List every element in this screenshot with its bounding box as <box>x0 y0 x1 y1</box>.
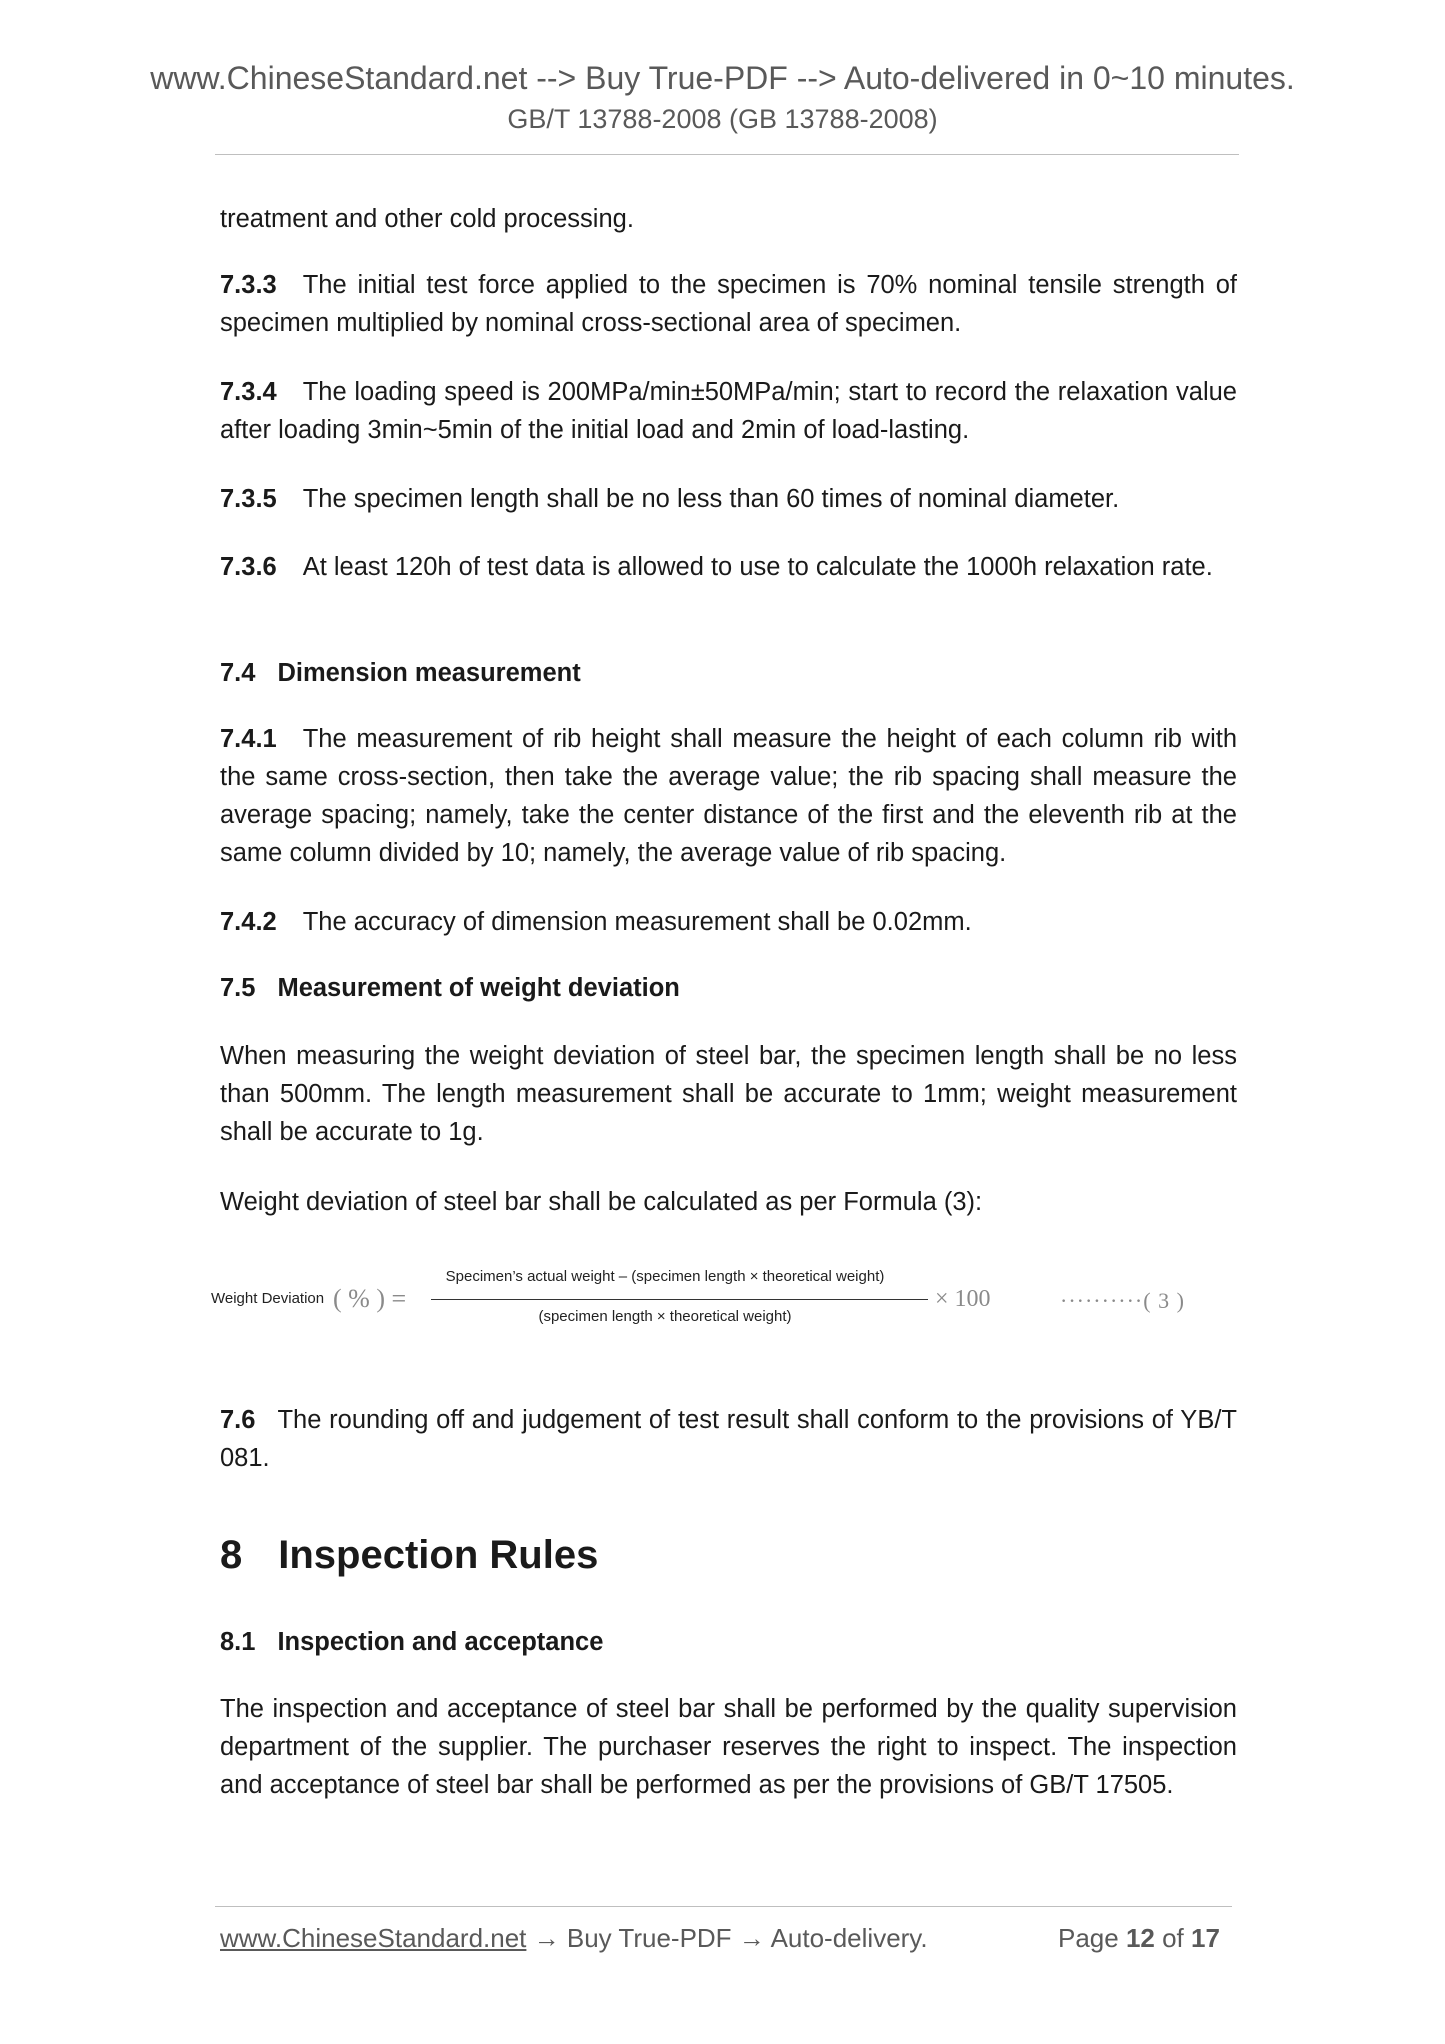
clause-text: The specimen length shall be no less than 60 times of nominal diameter. <box>302 485 1120 513</box>
clause-7-3-4 <box>220 373 1237 449</box>
clause-7-4-2 <box>220 903 1237 941</box>
footer-divider <box>215 1906 1232 1907</box>
chapter-title: Inspection Rules <box>278 1533 599 1577</box>
clause-7-3-3 <box>220 266 1237 342</box>
section-heading-7-5 <box>220 969 680 1007</box>
of-label: of <box>1154 1923 1192 1953</box>
page-total: 17 <box>1191 1923 1220 1953</box>
section-heading-7-4 <box>220 654 581 692</box>
clause-number: 7.3.3 <box>220 271 277 299</box>
page-label: Page <box>1058 1923 1126 1953</box>
formula-fraction-bar <box>431 1299 928 1300</box>
chapter-heading-8 <box>220 1527 598 1583</box>
clause-number: 7.4.1 <box>220 725 277 753</box>
section-title: Inspection and acceptance <box>277 1628 604 1656</box>
footer-site-link[interactable]: www.ChineseStandard.net <box>220 1923 527 1953</box>
formula-lhs: Weight Deviation <box>211 1290 325 1307</box>
clause-7-6 <box>220 1401 1237 1477</box>
section-title: Measurement of weight deviation <box>277 974 680 1002</box>
footer-promo <box>220 1923 928 1954</box>
clause-7-3-5 <box>220 480 1237 518</box>
clause-number: 7.4.2 <box>220 908 277 936</box>
formula-label: ··········( 3 ) <box>1060 1288 1185 1313</box>
section-title: Dimension measurement <box>277 659 581 687</box>
formula-3 <box>205 1262 1245 1342</box>
clause-7-3-6 <box>220 548 1237 586</box>
header-divider <box>215 154 1239 155</box>
clause-number: 7.6 <box>220 1406 256 1434</box>
formula-denominator: (specimen length × theoretical weight) <box>538 1308 792 1325</box>
section-number: 7.5 <box>220 974 256 1002</box>
page-number: 12 <box>1125 1923 1155 1953</box>
clause-text: The loading speed is 200MPa/min±50MPa/min; start to record the relaxation value after loading 3min~5min of the initial load and 2min of load-lasting. <box>220 378 1237 444</box>
paragraph-inspection-acceptance: The inspection and acceptance of steel bar shall be performed by the quality supervision department of the supplier. The purchaser reserves the right to inspect. The inspection and acceptance of steel bar shall be performed as per the provisions of GB/T 17505. <box>220 1695 1237 1799</box>
section-number: 7.4 <box>220 659 256 687</box>
clause-text: The initial test force applied to the specimen is 70% nominal tensile strength of specimen multiplied by nominal cross-sectional area of specimen. <box>220 271 1237 337</box>
header-standard-number: GB/T 13788-2008 (GB 13788-2008) <box>507 104 938 134</box>
formula-multiplier: × 100 <box>935 1286 991 1312</box>
section-number: 8.1 <box>220 1628 256 1656</box>
clause-text: The rounding off and judgement of test result shall conform to the provisions of YB/T 081. <box>220 1406 1237 1472</box>
header-banner: www.ChineseStandard.net --> Buy True-PDF --> Auto-delivered in 0~10 minutes. <box>150 60 1295 96</box>
formula-numerator: Specimen’s actual weight – (specimen length × theoretical weight) <box>445 1268 885 1285</box>
section-heading-8-1 <box>220 1623 603 1661</box>
footer-promo-text: → Buy True-PDF → Auto-delivery. <box>526 1923 928 1953</box>
paragraph-formula-intro: Weight deviation of steel bar shall be calculated as per Formula (3): <box>220 1188 983 1216</box>
clause-number: 7.3.6 <box>220 553 277 581</box>
clause-text: The accuracy of dimension measurement shall be 0.02mm. <box>302 908 972 936</box>
paragraph-weight-measurement: When measuring the weight deviation of steel bar, the specimen length shall be no less than 500mm. The length measurement shall be accurate to 1mm; weight measurement shall be accurate to 1g. <box>220 1042 1237 1146</box>
clause-7-4-1 <box>220 720 1237 872</box>
clause-number: 7.3.4 <box>220 378 277 406</box>
paragraph-continuation: treatment and other cold processing. <box>220 205 634 233</box>
clause-number: 7.3.5 <box>220 485 277 513</box>
page-counter <box>1058 1923 1220 1954</box>
chapter-number: 8 <box>220 1533 243 1577</box>
clause-text: The measurement of rib height shall measure the height of each column rib with the same cross-section, then take the average value; the rib spacing shall measure the average spacing; namely, take the center distance of the first and the eleventh rib at the same column divided by 10; namely, the average value of rib spacing. <box>220 725 1237 867</box>
clause-text: At least 120h of test data is allowed to use to calculate the 1000h relaxation rate. <box>302 553 1213 581</box>
formula-unit: ( % ) = <box>333 1284 407 1313</box>
